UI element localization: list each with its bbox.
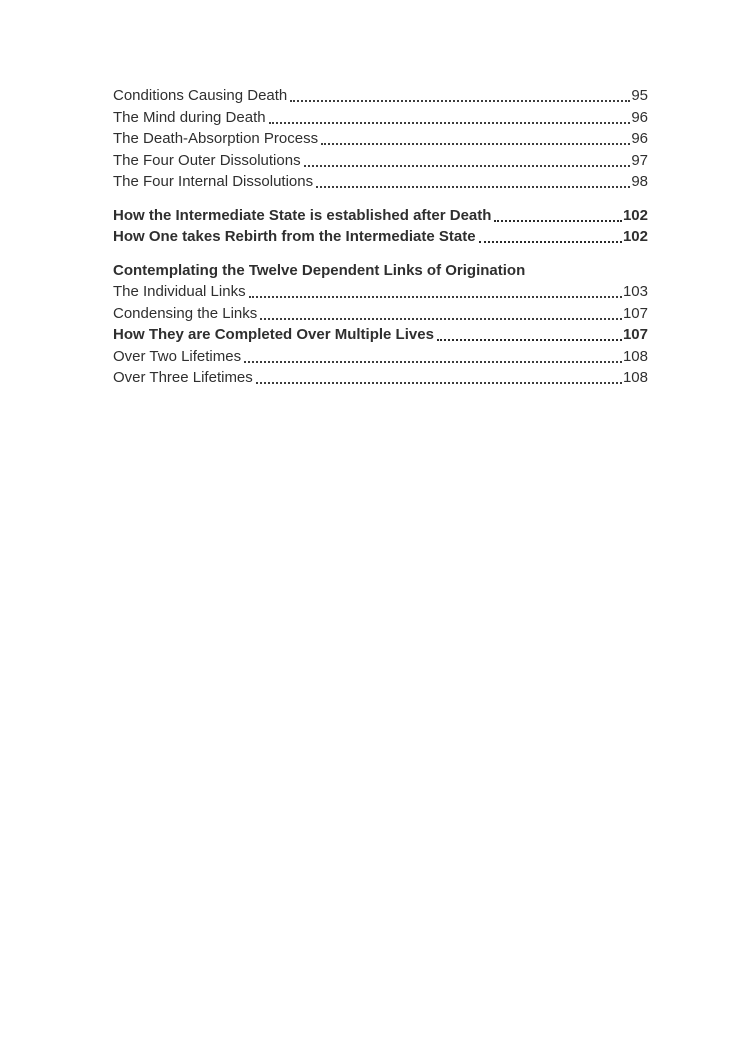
toc-entry [113, 171, 648, 193]
toc-entry-label: The Four Outer Dissolutions [113, 151, 301, 169]
table-of-contents [113, 85, 648, 389]
dotted-leader [244, 361, 622, 363]
toc-entry-page-number: 96 [631, 130, 648, 147]
toc-entry-label: The Four Internal Dissolutions [113, 173, 314, 190]
dotted-leader [249, 296, 622, 298]
toc-entry-page-number: 107 [622, 326, 648, 343]
dotted-leader [316, 186, 630, 188]
toc-entry-page-number: 97 [631, 151, 648, 169]
toc-entry-page-number: 108 [622, 347, 648, 365]
toc-entry-label: Over Three Lifetimes [113, 369, 253, 386]
toc-entry-page-number: 95 [631, 87, 648, 104]
toc-entry-label: Over Two Lifetimes [113, 347, 242, 365]
toc-entry [113, 150, 648, 172]
toc-group [113, 205, 648, 248]
toc-entry-label: The Mind during Death [113, 108, 266, 126]
dotted-leader [304, 165, 631, 167]
toc-entry-label: How the Intermediate State is established after Death [113, 206, 492, 224]
toc-entry-page-number: 103 [622, 283, 648, 300]
toc-entry [113, 205, 648, 227]
toc-entry [113, 85, 648, 107]
toc-entry [113, 107, 648, 129]
dotted-leader [437, 339, 622, 341]
toc-entry-label: How One takes Rebirth from the Intermediate State [113, 228, 476, 245]
dotted-leader [494, 220, 622, 222]
dotted-leader [321, 143, 630, 145]
toc-entry-page-number: 96 [631, 108, 648, 126]
toc-entry [113, 303, 648, 325]
dotted-leader [479, 241, 622, 243]
toc-entry-label: How They are Completed Over Multiple Lives [113, 326, 434, 343]
dotted-leader [260, 318, 622, 320]
toc-group [113, 85, 648, 193]
toc-entry [113, 128, 648, 150]
toc-entry [113, 281, 648, 303]
dotted-leader [256, 382, 622, 384]
toc-entry-label: Condensing the Links [113, 304, 258, 322]
toc-entry-page-number: 98 [631, 173, 648, 190]
toc-entry-label: The Individual Links [113, 283, 246, 300]
toc-entry [113, 346, 648, 368]
toc-group [113, 260, 648, 389]
toc-entry-page-number: 102 [622, 206, 648, 224]
toc-section-heading [113, 260, 648, 282]
toc-entry-page-number: 108 [622, 369, 648, 386]
toc-entry-label: The Death-Absorption Process [113, 130, 319, 147]
toc-entry-page-number: 102 [622, 228, 648, 245]
toc-entry-label: Conditions Causing Death [113, 87, 288, 104]
toc-entry-page-number: 107 [622, 304, 648, 322]
toc-entry-label: Contemplating the Twelve Dependent Links of Origination [113, 261, 526, 279]
toc-entry [113, 226, 648, 248]
toc-entry [113, 324, 648, 346]
dotted-leader [290, 100, 630, 102]
toc-entry [113, 367, 648, 389]
dotted-leader [269, 122, 631, 124]
